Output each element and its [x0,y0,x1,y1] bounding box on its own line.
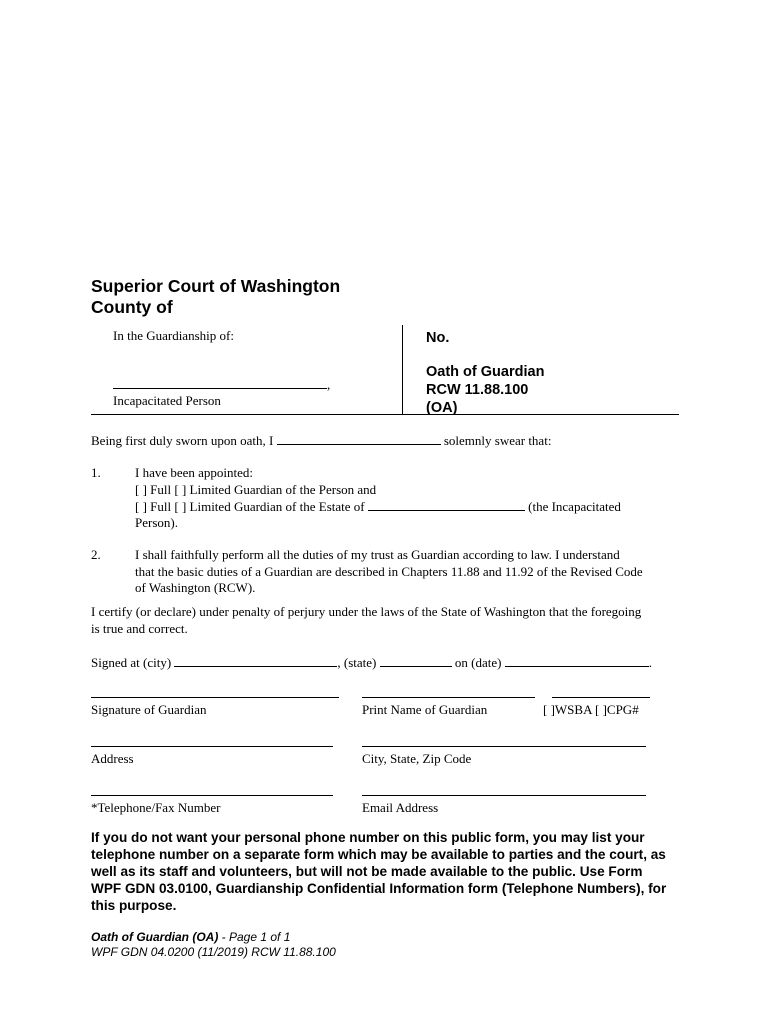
certify-line-1: I certify (or declare) under penalty of perjury under the laws of the State of Washington that the foregoing [91,604,642,619]
duty-line-3: of Washington (RCW). [135,580,256,595]
print-name-line[interactable] [362,697,535,698]
incapacitated-person-name-line[interactable] [113,388,327,389]
print-name-label: Print Name of Guardian [362,702,488,717]
form-statute: RCW 11.88.100 [426,382,529,398]
wsba-cpg-label[interactable]: [ ]WSBA [ ]CPG# [543,702,639,717]
item-2-number: 2. [91,547,101,562]
item-1-number: 1. [91,465,101,480]
address-line[interactable] [91,746,333,747]
certify-line-2: is true and correct. [91,621,188,636]
email-line[interactable] [362,795,646,796]
state-blank[interactable] [380,654,452,667]
footer-page-number: - Page 1 of 1 [218,930,291,944]
incapacitated-person-label: Incapacitated Person [113,393,221,408]
case-number-label: No. [426,330,450,346]
signature-line[interactable] [91,697,339,698]
notice-line-4: WPF GDN 03.0100, Guardianship Confidential Information form (Telephone Numbers), for [91,881,667,896]
city-state-zip-label: City, State, Zip Code [362,751,472,766]
city-state-zip-line[interactable] [362,746,646,747]
option-person-text: ] Limited Guardian of the Person and [181,482,377,497]
guardian-of-person-option[interactable] [135,482,376,498]
telephone-label: *Telephone/Fax Number [91,800,221,815]
appointed-label: I have been appointed: [135,465,254,480]
notice-line-5: this purpose. [91,898,177,913]
person-continuation: Person). [135,515,178,530]
county-label: County of [91,297,173,317]
state-label: , (state) [337,655,377,670]
signed-at-line [91,654,652,671]
footer-title-line [91,930,290,945]
guardianship-of-label: In the Guardianship of: [113,328,234,343]
oath-suffix: solemnly swear that: [443,433,552,448]
date-blank[interactable] [505,654,649,667]
notice-line-3: well as its staff and volunteers, but will not be made available to the public. Use Form [91,864,643,879]
oath-statement [91,432,551,449]
oath-prefix: Being first duly sworn upon oath, I [91,433,274,448]
guardian-of-estate-option[interactable] [135,498,621,515]
notice-line-1: If you do not want your personal phone number on this public form, you may list your [91,830,645,845]
notice-line-2: telephone number on a separate form which may be available to parties and the court, as [91,847,666,862]
duty-line-1: I shall faithfully perform all the duties of my trust as Guardian according to law. I understand [135,547,620,562]
court-name: Superior Court of Washington [91,276,341,296]
caption-comma: , [327,377,331,392]
estate-of-blank[interactable] [368,498,525,511]
caption-vertical-divider [402,325,403,415]
address-label: Address [91,751,134,766]
form-title: Oath of Guardian [426,364,545,380]
email-label: Email Address [362,800,439,815]
city-blank[interactable] [174,654,337,667]
option-full-limited: [ ] Full [ [135,482,179,497]
caption-bottom-rule [91,414,679,415]
footer-form-code: WPF GDN 04.0200 (11/2019) RCW 11.88.100 [91,945,336,959]
signed-period: . [648,655,652,670]
incapacitated-suffix: (the Incapacitated [528,499,621,514]
option-full-limited: [ ] Full [ [135,499,179,514]
telephone-line[interactable] [91,795,333,796]
signed-at-label: Signed at (city) [91,655,172,670]
form-code: (OA) [426,400,458,416]
oath-name-blank[interactable] [277,432,441,445]
duty-line-2: that the basic duties of a Guardian are described in Chapters 11.88 and 11.92 of the Revised Code [135,564,643,579]
date-label: on (date) [454,655,502,670]
footer-form-title: Oath of Guardian (OA) [91,930,219,944]
option-estate-text: ] Limited Guardian of the Estate of [181,499,365,514]
signature-label: Signature of Guardian [91,702,207,717]
wsba-number-line[interactable] [552,697,650,698]
